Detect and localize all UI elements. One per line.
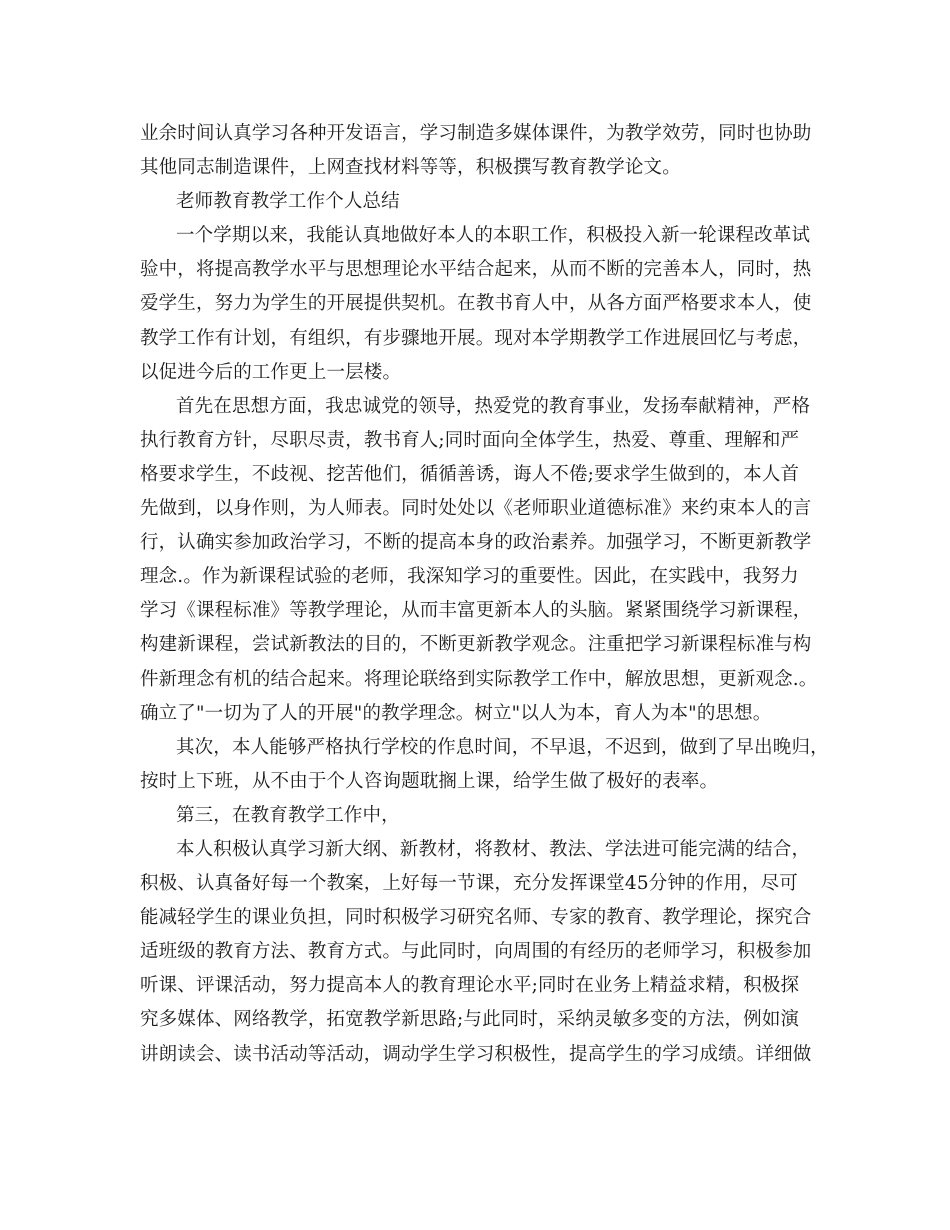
text-line: 先做到，以身作则，为人师表。同时处处以《老师职业道德标准》来约束本人的言 xyxy=(140,498,812,520)
text-line: 能减轻学生的课业负担，同时积极学习研究名师、专家的教育、教学理论，探究合 xyxy=(140,907,812,929)
text-line: 首先在思想方面，我忠诚党的领导，热爱党的教育事业，发扬奉献精神，严格 xyxy=(176,395,811,417)
text-line: 执行教育方针，尽职尽责，教书育人;同时面向全体学生，热爱、尊重、理解和严 xyxy=(140,429,800,451)
text-line: 教学工作有计划，有组织，有步骤地开展。现对本学期教学工作进展回忆与考虑， xyxy=(140,327,812,349)
text-line: 讲朗读会、读书活动等活动，调动学生学习积极性，提高学生的学习成绩。详细做 xyxy=(140,1043,812,1065)
text-line: 其次，本人能够严格执行学校的作息时间，不早退，不迟到，做到了早出晚归， xyxy=(176,736,829,758)
text-line: 行，认确实参加政治学习，不断的提高本身的政治素养。加强学习，不断更新教学 xyxy=(140,532,812,554)
text-line: 格要求学生，不歧视、挖苦他们，循循善诱，诲人不倦;要求学生做到的，本人首 xyxy=(140,463,800,485)
body-text xyxy=(140,117,829,1072)
text-line: 爱学生，努力为学生的开展提供契机。在教书育人中，从各方面严格要求本人，使 xyxy=(140,293,812,315)
text-line: 以促进今后的工作更上一层楼。 xyxy=(140,361,402,383)
text-line: 究多媒体、网络教学，拓宽教学新思路;与此同时，采纳灵敏多变的方法，例如演 xyxy=(140,1009,800,1031)
text-line: 构建新课程，尝试新教法的目的，不断更新教学观念。注重把学习新课程标准与构 xyxy=(140,634,812,656)
text-line: 业余时间认真学习各种开发语言，学习制造多媒体课件，为教学效劳，同时也协助 xyxy=(140,123,812,144)
text-line: 确立了"一切为了人的开展"的教学理念。树立"以人为本，育人为本"的思想。 xyxy=(140,702,772,724)
text-line: 第三，在教育教学工作中， xyxy=(176,804,400,826)
text-line: 按时上下班，从不由于个人咨询题耽搁上课，给学生做了极好的表率。 xyxy=(140,770,719,792)
text-line: 件新理念有机的结合起来。将理论联络到实际教学工作中，解放思想，更新观念.。 xyxy=(140,668,818,690)
text-line: 听课、评课活动，努力提高本人的教育理论水平;同时在业务上精益求精，积极探 xyxy=(140,975,800,997)
text-line: 一个学期以来，我能认真地做好本人的本职工作，积极投入新一轮课程改革试 xyxy=(176,225,811,247)
text-line: 其他同志制造课件，上网查找材料等等，积极撰写教育教学论文。 xyxy=(140,157,681,179)
text-line: 验中，将提高教学水平与思想理论水平结合起来，从而不断的完善本人，同时，热 xyxy=(140,259,812,281)
text-line: 学习《课程标准》等教学理论，从而丰富更新本人的头脑。紧紧围绕学习新课程， xyxy=(140,600,812,622)
text-line: 积极、认真备好每一个教案，上好每一节课，充分发挥课堂45分钟的作用，尽可 xyxy=(140,873,798,895)
text-line: 理念.。作为新课程试验的老师，我深知学习的重要性。因此，在实践中，我努力 xyxy=(140,566,799,588)
text-line: 本人积极认真学习新大纲、新教材，将教材、教法、学法进可能完满的结合， xyxy=(176,838,811,860)
text-line: 适班级的教育方法、教育方式。与此同时，向周围的有经历的老师学习，积极参加 xyxy=(140,941,812,963)
section-heading: 老师教育教学工作个人总结 xyxy=(176,191,400,213)
